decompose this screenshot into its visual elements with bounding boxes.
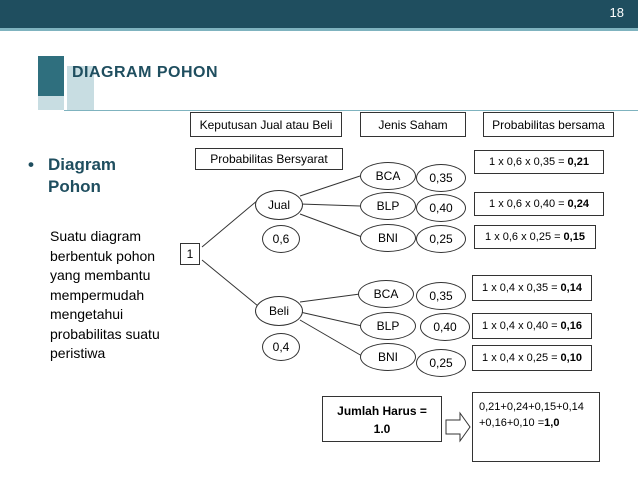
edge-jual-bca: [300, 176, 360, 196]
prob-jual-bni: 0,25: [416, 225, 466, 253]
node-jual-bni: BNI: [360, 224, 416, 252]
page-number: 18: [609, 5, 624, 20]
node-beli: Beli: [255, 296, 303, 326]
arrow-icon: [446, 413, 470, 441]
sum-label-line2: 1.0: [373, 422, 391, 436]
bullet-heading-text: Diagram Pohon: [48, 155, 117, 196]
prob-beli-bni: 0,25: [416, 349, 466, 377]
prob-beli-bca: 0,35: [416, 282, 466, 310]
formula-result: 0,14: [560, 282, 582, 294]
node-jual-bca: BCA: [360, 162, 416, 190]
formula-text: 1 x 0,4 x 0,40 =: [482, 320, 558, 332]
edge-root-beli: [202, 260, 258, 306]
sum-expression-line1: 0,21+0,24+0,15+0,14: [479, 401, 584, 413]
prob-jual-blp: 0,40: [416, 194, 466, 222]
description-text: Suatu diagram berbentuk pohon yang membantu mempermudah mengetahui probabilitas suatu peristiwa: [50, 228, 160, 361]
sum-expression-line2: +0,16+0,10 =: [479, 417, 545, 429]
slide-title: DIAGRAM POHON: [72, 64, 219, 81]
edge-beli-bca: [300, 294, 360, 302]
formula-jual-bca: [474, 150, 604, 174]
node-jual-blp: BLP: [360, 192, 416, 220]
node-beli-bni: BNI: [360, 343, 416, 371]
node-beli-blp: BLP: [360, 312, 416, 340]
edge-jual-bni: [300, 214, 362, 237]
prob-jual: 0,6: [262, 225, 300, 253]
edge-beli-bni: [300, 320, 362, 356]
sum-total: 1,0: [544, 417, 560, 429]
formula-jual-bni: [474, 225, 596, 249]
prob-beli-blp: 0,40: [420, 313, 470, 341]
formula-text: 1 x 0,6 x 0,35 =: [489, 156, 565, 168]
bullet-dot: •: [28, 155, 34, 174]
edge-jual-blp: [300, 204, 360, 206]
formula-result: 0,16: [560, 320, 582, 332]
header-stock-type: Jenis Saham: [360, 112, 466, 137]
prob-beli: 0,4: [262, 333, 300, 361]
formula-result: 0,21: [567, 156, 589, 168]
formula-result: 0,15: [563, 231, 585, 243]
formula-result: 0,10: [560, 352, 582, 364]
header-joint-probability: Probabilitas bersama: [483, 112, 614, 137]
conditional-probability-label: Probabilitas Bersyarat: [195, 148, 343, 170]
prob-jual-bca: 0,35: [416, 164, 466, 192]
formula-beli-bca: [472, 275, 592, 301]
formula-text: 1 x 0,6 x 0,40 =: [489, 198, 565, 210]
formula-text: 1 x 0,6 x 0,25 =: [485, 231, 561, 243]
sum-expression-box: [472, 392, 600, 462]
formula-text: 1 x 0,4 x 0,35 =: [482, 282, 558, 294]
root-node: 1: [180, 243, 200, 265]
node-jual: Jual: [255, 190, 303, 220]
formula-jual-blp: [474, 192, 604, 216]
header-decision: Keputusan Jual atau Beli: [190, 112, 342, 137]
formula-beli-bni: [472, 345, 592, 371]
edge-root-jual: [202, 200, 258, 247]
sum-label-line1: Jumlah Harus =: [337, 404, 427, 418]
sum-label-box: [322, 396, 442, 442]
formula-text: 1 x 0,4 x 0,25 =: [482, 352, 558, 364]
formula-result: 0,24: [567, 198, 589, 210]
formula-beli-blp: [472, 313, 592, 339]
edge-beli-blp: [300, 312, 362, 326]
node-beli-bca: BCA: [358, 280, 414, 308]
